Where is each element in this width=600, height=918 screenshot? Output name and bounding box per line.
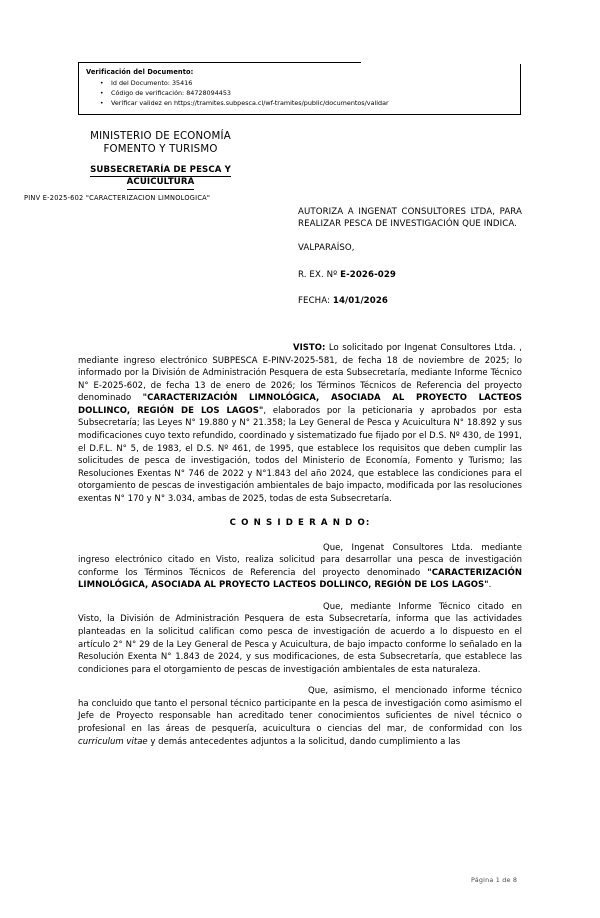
ministry-letterhead	[48, 130, 273, 157]
resolution-place: VALPARAÍSO,	[298, 242, 355, 253]
considerando-3-italic-term: curriculum vitae	[78, 736, 148, 747]
document-verification-box	[78, 62, 521, 115]
resolution-date-label: FECHA:	[298, 295, 333, 306]
resolution-number-value: E-2026-029	[340, 269, 396, 280]
considerando-2-text: Que, mediante Informe Técnico citado en Visto, la División de Administración Pesquera de esta Subsecretaría, informa que las actividades planteadas en la solicitud califican como pesca de investigación de acuerdo a lo dispuesto en el artículo 2° N° 29 de la Ley General de Pesca y Acuicultura, de bajo impacto conforme lo señalado en la Resolución Exenta N° 1.843 de 2024, y sus modificaciones, de esta Subsecretaría, que establece las condiciones para el otorgamiento de pescas de investigación ambientales de esta naturaleza.	[78, 601, 522, 675]
subsecretaria-line-2	[48, 177, 273, 189]
page-number-footer: Página 1 de 8	[471, 876, 518, 884]
verification-code: Código de verificación: 84728094453	[111, 89, 231, 98]
subsecretaria-letterhead	[48, 165, 273, 190]
verification-list	[86, 78, 514, 108]
resolution-number-label: R. EX. Nº	[298, 269, 341, 280]
considerando-3-text-part-2: y demás antecedentes adjuntos a la solicitud, dando cumplimiento a las	[147, 736, 461, 747]
document-body	[78, 342, 522, 748]
ministry-line-2: FOMENTO Y TURISMO	[103, 144, 218, 156]
list-item	[100, 98, 514, 108]
considerando-3-text-part-1: Que, asimismo, el mencionado informe técnico ha concluido que tanto el personal técnico participante en la pesca de investigación como asimismo el Jefe de Proyecto responsable han acreditado tener conocimientos suficientes de nivel técnico o profesional en las áreas de pesquería, acuicultura o ciencias del mar, de conformidad con los	[78, 686, 522, 735]
resolution-number-line	[298, 270, 522, 280]
list-item	[100, 78, 514, 88]
visto-text-part-2: , elaborados por la peticionaria y aprobados por esta Subsecretaría; las Leyes N° 19.880 y N° 21.358; la Ley General de Pesca y Acuicultura N° 18.892 y sus modificaciones cuyo texto refundido, coordinado y sistematizado fue fijado por el D.S. Nº 430, de 1991, el D.F.L. N° 5, de 1983, el D.S. Nº 461, de 1995, que establece los requisitos que deben cumplir las solicitudes de pesca de investigación, todos del Ministerio de Economía, Fomento y Turismo; las Resoluciones Exentas N° 746 de 2022 y N°1.843 del año 2024, que establece las condiciones para el otorgamiento de pescas de investigación ambientales de bajo impacto, modificada por las resoluciones exentas N° 170 y N° 3.034, ambas de 2025, todas de esta Subsecretaría.	[78, 405, 523, 504]
subsecretaria-text-1: SUBSECRETARÍA DE PESCA Y	[90, 165, 231, 177]
considerando-1-text-part-1: Que, Ingenat Consultores Ltda. mediante ingreso electrónico citado en Visto, realiza solicitud para desarrollar una pesca de investigación conforme los Términos Técnicos de Referencia del proyecto denominado	[78, 542, 522, 578]
bullet-icon: •	[100, 99, 104, 107]
considerando-heading: C O N S I D E R A N D O:	[229, 517, 371, 528]
considerando-1-text-part-2: .	[488, 580, 492, 591]
verification-url: Verificar validez en https://tramites.subpesca.cl/wf-tramites/public/documentos/validar	[111, 99, 389, 108]
list-item	[100, 88, 514, 98]
visto-label: VISTO:	[293, 343, 326, 353]
resolution-date-line	[298, 296, 522, 306]
visto-text-part-1: Lo solicitado por Ingenat Consultores Ltda. , mediante ingreso electrónico SUBPESCA E-PINV-2025-581, de fecha 18 de noviembre de 2025; lo informado por la División de Administración Pesquera de esta Subsecretaría, mediante Informe Técnico N° E-2025-602, de fecha 13 de enero de 2026; los Términos Técnicos de Referencia del proyecto denominado	[78, 343, 522, 404]
considerando-paragraph-1	[78, 542, 522, 592]
box-notch-decoration	[361, 61, 521, 64]
verification-id: Id del Documento: 35416	[111, 79, 193, 87]
considerando-paragraph-3	[78, 685, 522, 748]
visto-project-title: "CARACTERIZACIÓN LIMNOLÓGICA, ASOCIADA AL PROYECTO LACTEOS DOLLINCO, REGIÓN DE LOS LAGOS"	[78, 393, 523, 416]
resolution-heading-block	[298, 206, 522, 306]
resolution-subject: AUTORIZA A INGENAT CONSULTORES LTDA, PARA REALIZAR PESCA DE INVESTIGACIÓN QUE INDICA.	[298, 207, 522, 230]
ministry-line-1: MINISTERIO DE ECONOMÍA	[90, 131, 231, 142]
subsecretaria-text-2: ACUICULTURA	[127, 177, 195, 189]
considerando-paragraph-2	[78, 601, 522, 676]
pinv-reference: PINV E-2025-602 "CARACTERIZACION LIMNOLOGICA"	[24, 194, 211, 202]
bullet-icon: •	[100, 89, 104, 97]
subsecretaria-line-1	[48, 165, 273, 177]
visto-paragraph	[78, 342, 522, 506]
resolution-date-value: 14/01/2026	[332, 295, 389, 306]
verification-title: Verificación del Documento:	[86, 68, 194, 76]
bullet-icon: •	[100, 79, 104, 87]
considerando-1-project-title: "CARACTERIZACIÓN LIMNOLÓGICA, ASOCIADA AL PROYECTO LACTEOS DOLLINCO, REGIÓN DE LOS LAGOS"	[78, 567, 522, 591]
